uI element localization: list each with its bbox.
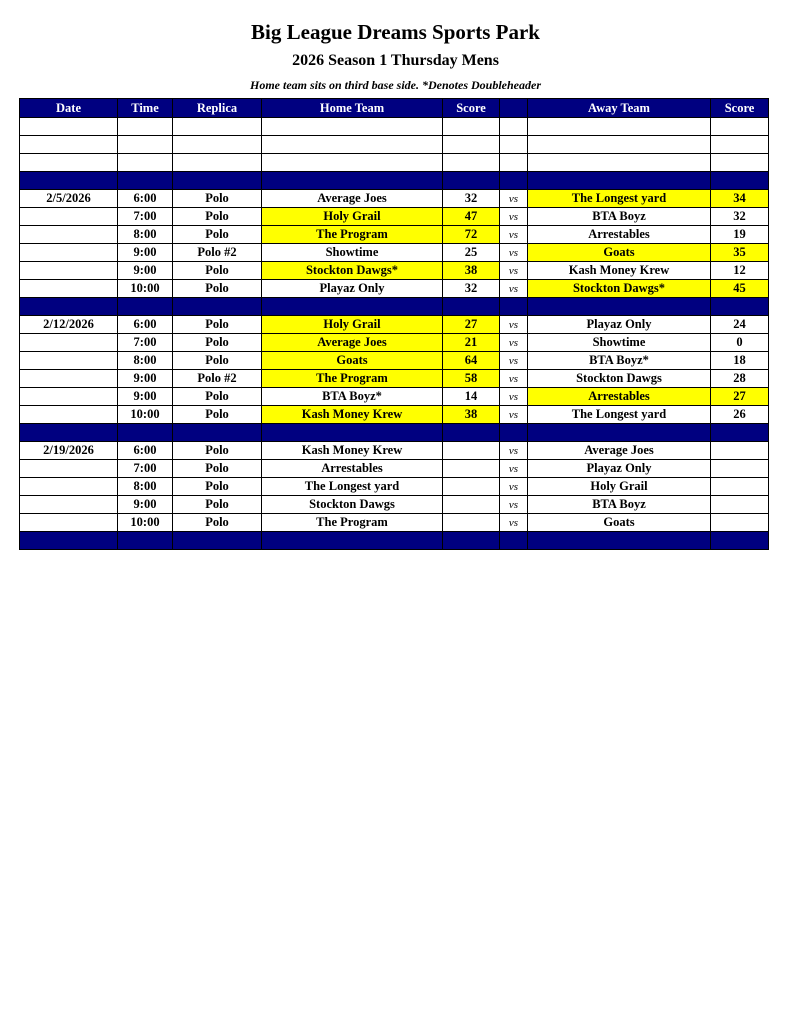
away-team: BTA Boyz (528, 208, 711, 226)
blank-row (20, 118, 769, 136)
column-header-away-team: Away Team (528, 99, 711, 118)
home-score (443, 442, 500, 460)
away-team: Goats (528, 244, 711, 262)
column-header-away-score: Score (711, 99, 769, 118)
game-row (20, 352, 769, 370)
game-row (20, 316, 769, 334)
separator-cell (118, 532, 173, 550)
game-date (20, 370, 118, 388)
game-field: Polo (173, 406, 262, 424)
game-time: 6:00 (118, 190, 173, 208)
separator-cell (262, 298, 443, 316)
empty-cell (711, 118, 769, 136)
separator-cell (528, 532, 711, 550)
column-header-replica: Replica (173, 99, 262, 118)
home-score: 58 (443, 370, 500, 388)
separator-cell (118, 424, 173, 442)
game-date (20, 208, 118, 226)
away-score: 26 (711, 406, 769, 424)
away-team: Showtime (528, 334, 711, 352)
home-score: 38 (443, 406, 500, 424)
game-date (20, 280, 118, 298)
away-score: 45 (711, 280, 769, 298)
home-score (443, 514, 500, 532)
empty-cell (528, 154, 711, 172)
separator-cell (262, 424, 443, 442)
game-date (20, 388, 118, 406)
separator-cell (711, 298, 769, 316)
game-date (20, 244, 118, 262)
game-row (20, 208, 769, 226)
empty-cell (500, 154, 528, 172)
game-row (20, 334, 769, 352)
game-time: 7:00 (118, 460, 173, 478)
separator-cell (500, 172, 528, 190)
home-score: 64 (443, 352, 500, 370)
blank-row (20, 136, 769, 154)
empty-cell (711, 154, 769, 172)
home-team: Showtime (262, 244, 443, 262)
separator-cell (528, 172, 711, 190)
separator-cell (528, 424, 711, 442)
game-field: Polo (173, 280, 262, 298)
separator-cell (262, 532, 443, 550)
vs-label: vs (500, 190, 528, 208)
game-row (20, 280, 769, 298)
empty-cell (118, 154, 173, 172)
schedule-table (19, 98, 769, 550)
vs-label: vs (500, 460, 528, 478)
away-score: 32 (711, 208, 769, 226)
away-team: Goats (528, 514, 711, 532)
game-row (20, 514, 769, 532)
home-team: Holy Grail (262, 316, 443, 334)
page-subtitle: 2026 Season 1 Thursday Mens (292, 52, 499, 69)
away-team: Stockton Dawgs (528, 370, 711, 388)
game-date: 2/12/2026 (20, 316, 118, 334)
game-row (20, 388, 769, 406)
week-separator-row (20, 424, 769, 442)
empty-cell (262, 118, 443, 136)
home-score (443, 460, 500, 478)
home-team: BTA Boyz* (262, 388, 443, 406)
column-header-home-team: Home Team (262, 99, 443, 118)
away-team: Stockton Dawgs* (528, 280, 711, 298)
home-score (443, 478, 500, 496)
game-field: Polo (173, 190, 262, 208)
game-date (20, 514, 118, 532)
vs-label: vs (500, 388, 528, 406)
game-date (20, 406, 118, 424)
separator-cell (500, 532, 528, 550)
away-score: 18 (711, 352, 769, 370)
game-field: Polo #2 (173, 244, 262, 262)
away-score (711, 442, 769, 460)
schedule-note: Home team sits on third base side. *Denotes Doubleheader (250, 78, 541, 92)
game-field: Polo (173, 478, 262, 496)
empty-cell (500, 118, 528, 136)
vs-label: vs (500, 208, 528, 226)
separator-cell (173, 172, 262, 190)
separator-cell (20, 298, 118, 316)
game-row (20, 226, 769, 244)
game-date (20, 262, 118, 280)
vs-label: vs (500, 442, 528, 460)
home-score: 32 (443, 280, 500, 298)
home-team: Average Joes (262, 334, 443, 352)
game-field: Polo (173, 262, 262, 280)
empty-cell (118, 118, 173, 136)
game-field: Polo (173, 460, 262, 478)
away-score: 27 (711, 388, 769, 406)
game-row (20, 442, 769, 460)
home-team: Average Joes (262, 190, 443, 208)
home-team: Goats (262, 352, 443, 370)
empty-cell (443, 154, 500, 172)
separator-cell (711, 532, 769, 550)
away-team: Kash Money Krew (528, 262, 711, 280)
game-date (20, 226, 118, 244)
game-time: 10:00 (118, 280, 173, 298)
game-time: 7:00 (118, 208, 173, 226)
away-score: 19 (711, 226, 769, 244)
game-time: 9:00 (118, 262, 173, 280)
empty-cell (443, 136, 500, 154)
vs-label: vs (500, 316, 528, 334)
home-score: 25 (443, 244, 500, 262)
game-field: Polo (173, 208, 262, 226)
vs-label: vs (500, 478, 528, 496)
away-score: 35 (711, 244, 769, 262)
vs-label: vs (500, 244, 528, 262)
game-field: Polo (173, 316, 262, 334)
game-row (20, 496, 769, 514)
separator-cell (173, 532, 262, 550)
away-score: 24 (711, 316, 769, 334)
home-score: 32 (443, 190, 500, 208)
empty-cell (443, 118, 500, 136)
home-score: 72 (443, 226, 500, 244)
separator-cell (711, 424, 769, 442)
home-team: The Program (262, 226, 443, 244)
empty-cell (20, 118, 118, 136)
home-team: The Program (262, 370, 443, 388)
game-field: Polo (173, 496, 262, 514)
game-date: 2/19/2026 (20, 442, 118, 460)
separator-cell (262, 172, 443, 190)
empty-cell (173, 118, 262, 136)
table-header-row (20, 99, 769, 118)
game-time: 10:00 (118, 514, 173, 532)
home-score: 21 (443, 334, 500, 352)
away-score: 0 (711, 334, 769, 352)
separator-cell (500, 424, 528, 442)
away-team: Playaz Only (528, 460, 711, 478)
away-team: The Longest yard (528, 406, 711, 424)
week-separator-row (20, 172, 769, 190)
empty-cell (262, 136, 443, 154)
empty-cell (118, 136, 173, 154)
vs-label: vs (500, 226, 528, 244)
game-date (20, 352, 118, 370)
game-date (20, 334, 118, 352)
home-score: 14 (443, 388, 500, 406)
home-team: Kash Money Krew (262, 442, 443, 460)
home-score: 47 (443, 208, 500, 226)
separator-cell (20, 532, 118, 550)
home-score: 27 (443, 316, 500, 334)
game-time: 8:00 (118, 352, 173, 370)
game-date: 2/5/2026 (20, 190, 118, 208)
away-score: 12 (711, 262, 769, 280)
home-team: Stockton Dawgs* (262, 262, 443, 280)
empty-cell (173, 136, 262, 154)
separator-cell (118, 172, 173, 190)
game-date (20, 496, 118, 514)
empty-cell (711, 136, 769, 154)
vs-label: vs (500, 280, 528, 298)
home-score: 38 (443, 262, 500, 280)
week-separator-row (20, 532, 769, 550)
game-row (20, 460, 769, 478)
separator-cell (711, 172, 769, 190)
game-row (20, 190, 769, 208)
schedule-body (20, 118, 769, 550)
column-header-vs (500, 99, 528, 118)
home-team: The Longest yard (262, 478, 443, 496)
away-team: BTA Boyz (528, 496, 711, 514)
empty-cell (262, 154, 443, 172)
game-time: 9:00 (118, 370, 173, 388)
game-row (20, 244, 769, 262)
home-team: Arrestables (262, 460, 443, 478)
home-team: Holy Grail (262, 208, 443, 226)
home-score (443, 496, 500, 514)
separator-cell (443, 298, 500, 316)
week-separator-row (20, 298, 769, 316)
game-field: Polo (173, 334, 262, 352)
game-time: 9:00 (118, 244, 173, 262)
game-row (20, 478, 769, 496)
game-field: Polo (173, 442, 262, 460)
away-team: Arrestables (528, 388, 711, 406)
blank-row (20, 154, 769, 172)
home-team: The Program (262, 514, 443, 532)
game-row (20, 370, 769, 388)
empty-cell (528, 118, 711, 136)
game-date (20, 460, 118, 478)
vs-label: vs (500, 352, 528, 370)
separator-cell (500, 298, 528, 316)
vs-label: vs (500, 514, 528, 532)
away-team: The Longest yard (528, 190, 711, 208)
game-field: Polo #2 (173, 370, 262, 388)
page-title: Big League Dreams Sports Park (251, 20, 540, 44)
away-score: 28 (711, 370, 769, 388)
game-field: Polo (173, 514, 262, 532)
separator-cell (118, 298, 173, 316)
game-time: 6:00 (118, 442, 173, 460)
empty-cell (20, 136, 118, 154)
empty-cell (500, 136, 528, 154)
away-team: Playaz Only (528, 316, 711, 334)
separator-cell (528, 298, 711, 316)
empty-cell (173, 154, 262, 172)
away-score (711, 460, 769, 478)
vs-label: vs (500, 370, 528, 388)
separator-cell (173, 298, 262, 316)
separator-cell (20, 424, 118, 442)
column-header-time: Time (118, 99, 173, 118)
separator-cell (173, 424, 262, 442)
game-time: 9:00 (118, 388, 173, 406)
empty-cell (528, 136, 711, 154)
away-team: Holy Grail (528, 478, 711, 496)
vs-label: vs (500, 496, 528, 514)
away-score: 34 (711, 190, 769, 208)
game-date (20, 478, 118, 496)
game-time: 8:00 (118, 478, 173, 496)
home-team: Stockton Dawgs (262, 496, 443, 514)
column-header-home-score: Score (443, 99, 500, 118)
game-row (20, 406, 769, 424)
game-time: 6:00 (118, 316, 173, 334)
separator-cell (443, 172, 500, 190)
away-score (711, 478, 769, 496)
home-team: Playaz Only (262, 280, 443, 298)
game-field: Polo (173, 388, 262, 406)
game-field: Polo (173, 226, 262, 244)
column-header-date: Date (20, 99, 118, 118)
away-score (711, 514, 769, 532)
vs-label: vs (500, 406, 528, 424)
separator-cell (20, 172, 118, 190)
vs-label: vs (500, 262, 528, 280)
empty-cell (20, 154, 118, 172)
home-team: Kash Money Krew (262, 406, 443, 424)
separator-cell (443, 532, 500, 550)
game-row (20, 262, 769, 280)
away-team: BTA Boyz* (528, 352, 711, 370)
away-score (711, 496, 769, 514)
vs-label: vs (500, 334, 528, 352)
game-time: 10:00 (118, 406, 173, 424)
away-team: Arrestables (528, 226, 711, 244)
game-field: Polo (173, 352, 262, 370)
game-time: 7:00 (118, 334, 173, 352)
away-team: Average Joes (528, 442, 711, 460)
game-time: 8:00 (118, 226, 173, 244)
game-time: 9:00 (118, 496, 173, 514)
separator-cell (443, 424, 500, 442)
